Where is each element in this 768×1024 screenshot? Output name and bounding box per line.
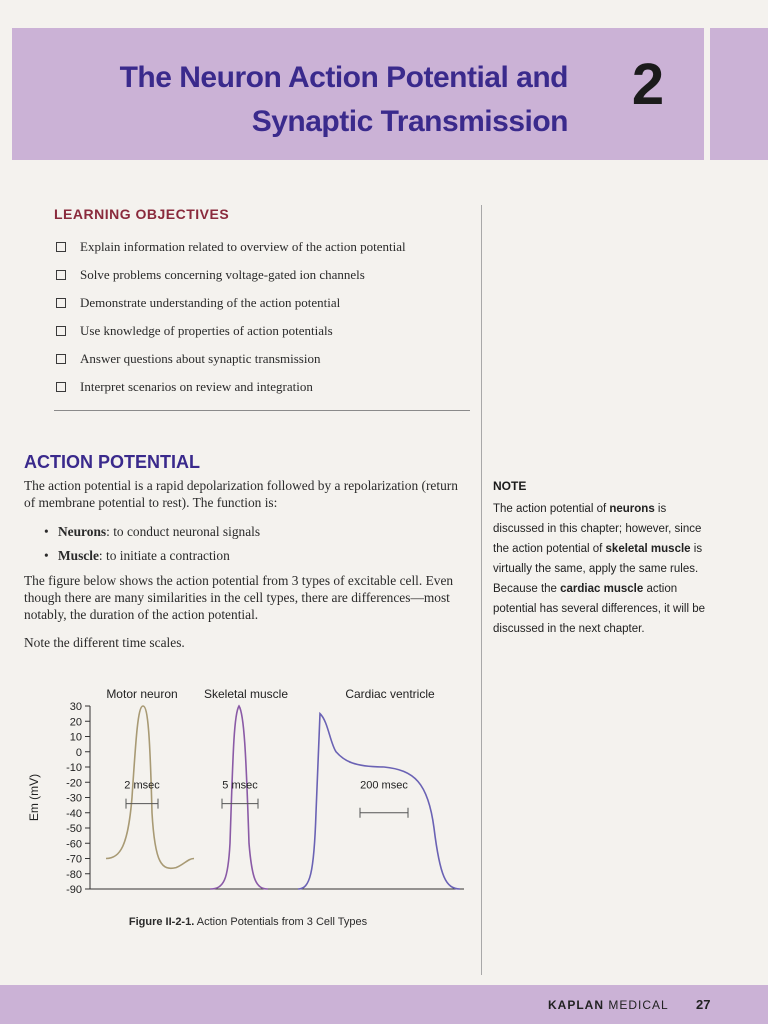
bullet-text: : to initiate a contraction xyxy=(98,548,230,563)
figure-intro-paragraph: The figure below shows the action potential from 3 types of excitable cell. Even though there are many similarities in the cell types, there are differences—most notably, the duration of the action potential. xyxy=(24,573,454,622)
series-label-skeletal-muscle: Skeletal muscle xyxy=(203,687,289,701)
checkbox-icon xyxy=(56,242,66,252)
intro-paragraph: The action potential is a rapid depolarization followed by a repolarization (return of membrane potential to rest). The function is: xyxy=(24,478,458,510)
y-tick-label: -70 xyxy=(66,853,82,866)
bullet-term: Muscle xyxy=(58,548,99,563)
chapter-title-line2: Synaptic Transmission xyxy=(251,105,568,138)
learning-objectives-heading: LEARNING OBJECTIVES xyxy=(54,206,230,222)
duration-label-skeletal-muscle: 5 msec xyxy=(222,779,258,792)
learning-objectives-list xyxy=(54,238,474,406)
skeletal-muscle-trace xyxy=(210,706,268,889)
chapter-number-band xyxy=(710,28,768,160)
chapter-number: 2 xyxy=(631,52,665,117)
objective-item xyxy=(54,294,474,322)
bullet-item xyxy=(44,520,260,544)
checkbox-icon xyxy=(56,382,66,392)
bullet-term: Neurons xyxy=(58,524,107,539)
checkbox-icon xyxy=(56,298,66,308)
note-text: is discussed in this chapter; however, since the action potential of xyxy=(493,503,702,555)
column-divider xyxy=(481,205,482,975)
objective-item xyxy=(54,322,474,350)
objective-item xyxy=(54,350,474,378)
section-heading: ACTION POTENTIAL xyxy=(24,452,200,472)
function-bullets xyxy=(44,520,260,568)
y-tick-label: -20 xyxy=(66,777,82,790)
publisher-logo xyxy=(548,998,669,1012)
y-tick-label: 20 xyxy=(69,716,82,729)
page-number: 27 xyxy=(696,997,711,1012)
checkbox-icon xyxy=(56,326,66,336)
objective-text: Interpret scenarios on review and integration xyxy=(80,379,313,394)
checkbox-icon xyxy=(56,270,66,280)
note-emphasis: neurons xyxy=(609,503,655,515)
bullet-item xyxy=(44,544,260,568)
note-text: action potential has several differences, it will be discussed in the next chapter. xyxy=(493,583,706,635)
y-tick-label: -90 xyxy=(66,884,82,894)
objective-text: Solve problems concerning voltage-gated ion channels xyxy=(80,267,365,282)
chapter-title xyxy=(48,56,568,144)
objective-item xyxy=(54,266,474,294)
figure-caption xyxy=(24,916,472,928)
y-tick-label: -10 xyxy=(66,762,82,774)
duration-label-cardiac-ventricle: 200 msec xyxy=(360,779,408,792)
y-tick-label: -80 xyxy=(66,868,82,881)
y-tick-label: -50 xyxy=(66,823,82,835)
caption-text: Action Potentials from 3 Cell Types xyxy=(194,916,368,928)
objective-text: Use knowledge of properties of action potentials xyxy=(80,323,333,338)
cardiac-ventricle-trace xyxy=(298,714,460,889)
y-tick-label: -40 xyxy=(66,807,82,820)
y-tick-label: 30 xyxy=(69,701,82,713)
duration-label-motor-neuron: 2 msec xyxy=(124,779,160,792)
y-axis-label: Em (mV) xyxy=(27,773,41,822)
series-label-motor-neuron: Motor neuron xyxy=(106,687,178,701)
brand-name: KAPLAN xyxy=(548,998,604,1012)
y-tick-label: 10 xyxy=(69,731,82,744)
objective-item xyxy=(54,238,474,266)
note-heading: NOTE xyxy=(493,479,527,493)
bullet-icon: • xyxy=(44,524,49,539)
note-text: is virtually the same, apply the same rules. Because the xyxy=(493,543,703,595)
note-text: The action potential of xyxy=(493,503,610,515)
chapter-title-line1: The Neuron Action Potential and xyxy=(119,61,568,94)
objectives-divider xyxy=(54,410,470,411)
time-scale-note: Note the different time scales. xyxy=(24,635,185,650)
note-emphasis: cardiac muscle xyxy=(560,583,644,595)
bullet-icon: • xyxy=(44,548,49,563)
objective-text: Answer questions about synaptic transmission xyxy=(80,351,321,366)
note-body xyxy=(493,499,713,639)
y-tick-label: 0 xyxy=(75,746,82,759)
series-label-cardiac-ventricle: Cardiac ventricle xyxy=(345,687,435,701)
objective-text: Demonstrate understanding of the action potential xyxy=(80,295,341,310)
caption-label: Figure II-2-1. xyxy=(128,916,195,928)
checkbox-icon xyxy=(56,354,66,364)
brand-suffix: MEDICAL xyxy=(604,998,669,1012)
bullet-text: : to conduct neuronal signals xyxy=(106,524,261,539)
y-tick-label: -30 xyxy=(66,792,82,805)
note-emphasis: skeletal muscle xyxy=(605,543,691,555)
objective-item xyxy=(54,378,474,406)
y-tick-label: -60 xyxy=(66,838,82,851)
objective-text: Explain information related to overview of the action potential xyxy=(80,239,406,254)
action-potential-chart xyxy=(24,684,472,894)
